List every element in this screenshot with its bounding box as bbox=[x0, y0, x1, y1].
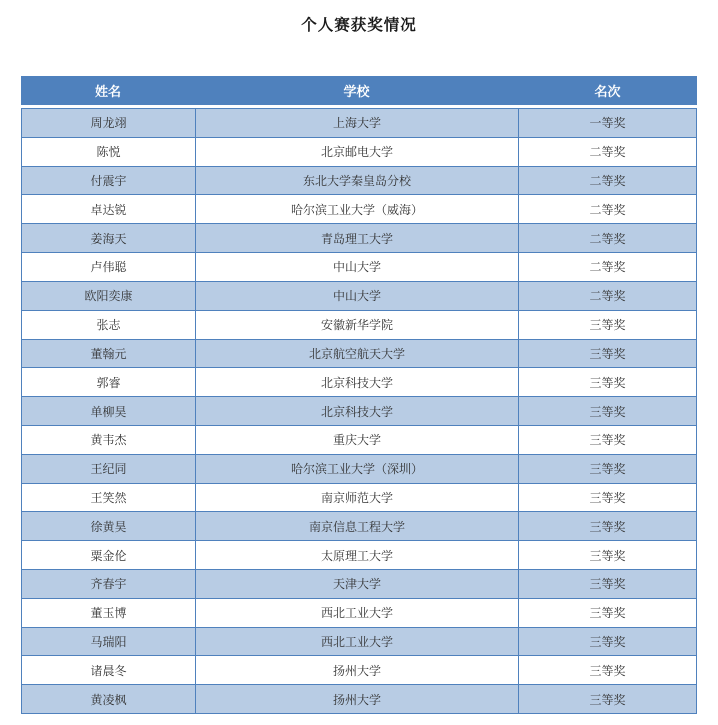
cell-award: 三等奖 bbox=[589, 692, 626, 707]
cell-name: 姜海天 bbox=[22, 224, 196, 252]
cell-name: 单柳昊 bbox=[22, 397, 196, 425]
cell-school: 南京师范大学 bbox=[196, 484, 519, 512]
cell-school: 北京航空航天大学 bbox=[196, 340, 519, 368]
table-row bbox=[22, 599, 696, 628]
cell-name: 郭睿 bbox=[22, 368, 196, 396]
cell-name: 付震宇 bbox=[22, 167, 196, 195]
cell-name: 卓达锐 bbox=[22, 195, 196, 223]
cell-name: 张志 bbox=[22, 311, 196, 339]
cell-school: 中山大学 bbox=[196, 253, 519, 281]
cell-award: 三等奖 bbox=[589, 548, 626, 563]
cell-school: 重庆大学 bbox=[196, 426, 519, 454]
table-row bbox=[22, 685, 696, 713]
table-row bbox=[22, 224, 696, 253]
cell-award: 三等奖 bbox=[589, 519, 626, 534]
cell-award: 二等奖 bbox=[589, 202, 626, 217]
table-header-row bbox=[21, 76, 697, 105]
table-row bbox=[22, 253, 696, 282]
award-table-body bbox=[21, 108, 697, 714]
cell-award: 三等奖 bbox=[589, 490, 626, 505]
cell-school: 南京信息工程大学 bbox=[196, 512, 519, 540]
cell-name: 齐春宇 bbox=[22, 570, 196, 598]
cell-name: 徐黄昊 bbox=[22, 512, 196, 540]
cell-award: 三等奖 bbox=[589, 606, 626, 621]
cell-award: 三等奖 bbox=[589, 577, 626, 592]
cell-award: 三等奖 bbox=[589, 404, 626, 419]
cell-school: 中山大学 bbox=[196, 282, 519, 310]
table-row bbox=[22, 311, 696, 340]
cell-award: 二等奖 bbox=[589, 174, 626, 189]
cell-school: 西北工业大学 bbox=[196, 599, 519, 627]
table-row bbox=[22, 195, 696, 224]
cell-name: 黄凌枫 bbox=[22, 685, 196, 713]
cell-award: 三等奖 bbox=[589, 663, 626, 678]
column-header-award: 名次 bbox=[594, 85, 621, 100]
award-table bbox=[21, 76, 697, 714]
table-row bbox=[22, 455, 696, 484]
cell-school: 哈尔滨工业大学（深圳） bbox=[196, 455, 519, 483]
cell-award: 三等奖 bbox=[589, 318, 626, 333]
cell-name: 董翰元 bbox=[22, 340, 196, 368]
cell-school: 扬州大学 bbox=[196, 685, 519, 713]
table-row bbox=[22, 282, 696, 311]
table-row bbox=[22, 109, 696, 138]
cell-award: 二等奖 bbox=[589, 231, 626, 246]
cell-award: 二等奖 bbox=[589, 260, 626, 275]
column-header-name: 姓名 bbox=[94, 85, 121, 100]
cell-name: 粟金伦 bbox=[22, 541, 196, 569]
table-row bbox=[22, 484, 696, 513]
table-row bbox=[22, 426, 696, 455]
cell-award: 三等奖 bbox=[589, 433, 626, 448]
cell-school: 东北大学秦皇岛分校 bbox=[196, 167, 519, 195]
cell-award: 三等奖 bbox=[589, 375, 626, 390]
cell-school: 安徽新华学院 bbox=[196, 311, 519, 339]
cell-name: 陈悦 bbox=[22, 138, 196, 166]
cell-name: 马瑞阳 bbox=[22, 628, 196, 656]
cell-school: 北京科技大学 bbox=[196, 397, 519, 425]
cell-name: 王纪同 bbox=[22, 455, 196, 483]
cell-award: 二等奖 bbox=[589, 289, 626, 304]
cell-school: 北京科技大学 bbox=[196, 368, 519, 396]
cell-award: 二等奖 bbox=[589, 145, 626, 160]
cell-award: 三等奖 bbox=[589, 462, 626, 477]
table-row bbox=[22, 656, 696, 685]
cell-school: 西北工业大学 bbox=[196, 628, 519, 656]
cell-name: 周龙翊 bbox=[22, 109, 196, 137]
cell-award: 三等奖 bbox=[589, 635, 626, 650]
cell-name: 黄韦杰 bbox=[22, 426, 196, 454]
table-row bbox=[22, 628, 696, 657]
cell-school: 天津大学 bbox=[196, 570, 519, 598]
table-row bbox=[22, 541, 696, 570]
table-row bbox=[22, 167, 696, 196]
table-row bbox=[22, 512, 696, 541]
table-row bbox=[22, 368, 696, 397]
cell-school: 上海大学 bbox=[196, 109, 519, 137]
cell-name: 王笑然 bbox=[22, 484, 196, 512]
cell-school: 哈尔滨工业大学（威海） bbox=[196, 195, 519, 223]
page-title: 个人赛获奖情况 bbox=[301, 16, 417, 34]
cell-school: 青岛理工大学 bbox=[196, 224, 519, 252]
cell-name: 欧阳奕康 bbox=[22, 282, 196, 310]
column-header-school: 学校 bbox=[343, 85, 370, 100]
cell-school: 扬州大学 bbox=[196, 656, 519, 684]
cell-school: 太原理工大学 bbox=[196, 541, 519, 569]
cell-award: 一等奖 bbox=[589, 116, 626, 131]
cell-school: 北京邮电大学 bbox=[196, 138, 519, 166]
cell-name: 诸晨冬 bbox=[22, 656, 196, 684]
cell-name: 卢伟聪 bbox=[22, 253, 196, 281]
cell-award: 三等奖 bbox=[589, 346, 626, 361]
table-row bbox=[22, 397, 696, 426]
table-row bbox=[22, 340, 696, 369]
table-row bbox=[22, 570, 696, 599]
cell-name: 董玉博 bbox=[22, 599, 196, 627]
table-row bbox=[22, 138, 696, 167]
